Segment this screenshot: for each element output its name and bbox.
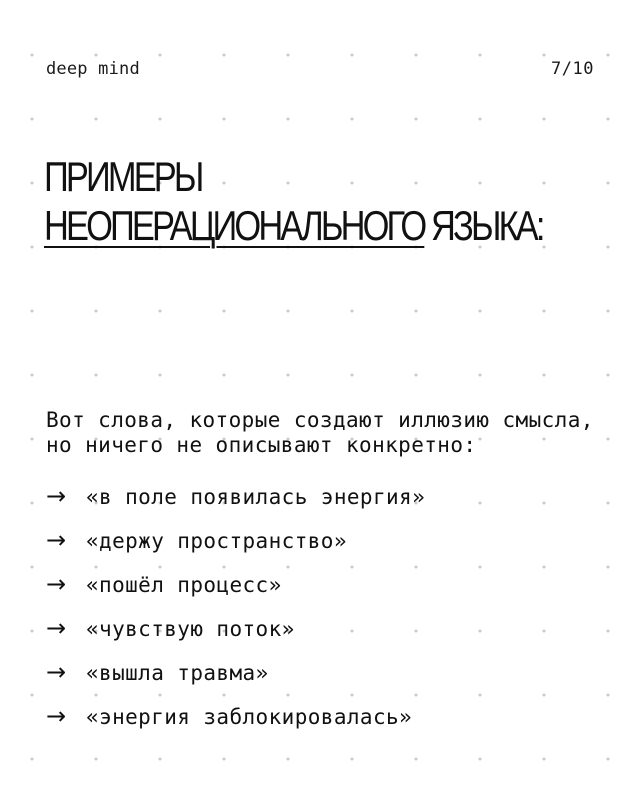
title-line-2-rest: ЯЗЫКА: <box>424 202 543 250</box>
example-text: «чувствую поток» <box>86 617 295 641</box>
list-item <box>46 657 425 701</box>
examples-list <box>46 481 425 745</box>
arrow-right-icon: → <box>46 482 67 510</box>
arrow-right-icon: → <box>46 702 67 730</box>
title-underlined-word: НЕОПЕРАЦИОНАЛЬНОГО <box>44 202 425 250</box>
intro-text: Вот слова, которые создают иллюзию смысла, но ничего не описывают конкретно: <box>46 408 594 457</box>
page-indicator: 7/10 <box>551 59 594 79</box>
list-item <box>46 701 425 745</box>
example-text: «энергия заблокировалась» <box>86 705 413 729</box>
arrow-right-icon: → <box>46 526 67 554</box>
list-item <box>46 525 425 569</box>
title-line-2 <box>44 201 543 250</box>
slide-title <box>44 152 543 250</box>
example-text: «вышла травма» <box>86 661 269 685</box>
example-text: «пошёл процесс» <box>86 573 282 597</box>
arrow-right-icon: → <box>46 658 67 686</box>
arrow-right-icon: → <box>46 570 67 598</box>
list-item <box>46 613 425 657</box>
example-text: «держу пространство» <box>86 529 347 553</box>
list-item <box>46 569 425 613</box>
title-line-1: ПРИМЕРЫ <box>44 153 202 201</box>
example-text: «в поле появилась энергия» <box>86 485 426 509</box>
list-item <box>46 481 425 525</box>
arrow-right-icon: → <box>46 614 67 642</box>
brand-label: deep mind <box>46 59 140 79</box>
